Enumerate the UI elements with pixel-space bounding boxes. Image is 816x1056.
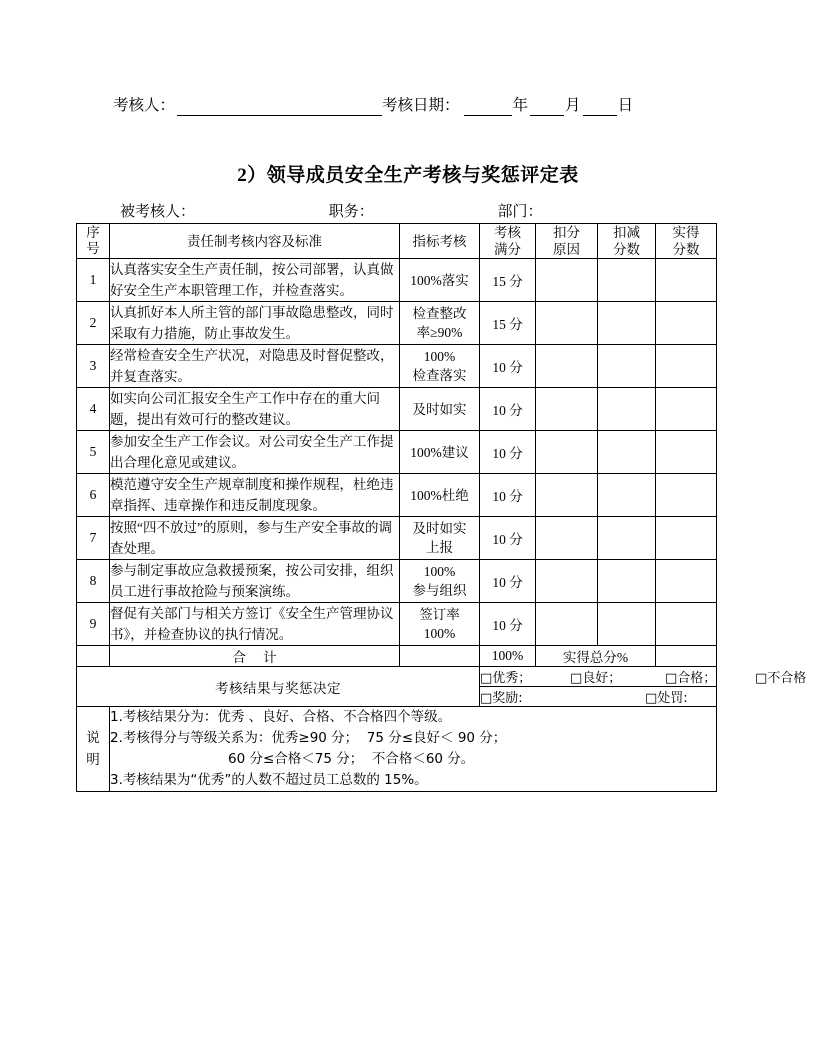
notes-row: [77, 707, 717, 792]
grade-option-fail[interactable]: □不合格: [755, 671, 807, 686]
form-header-line: [113, 96, 713, 116]
col-header-full-score: [480, 224, 536, 259]
row-deduct-reason-cell[interactable]: [536, 345, 598, 388]
table-row: [77, 431, 717, 474]
notes-label-line1: 说: [86, 730, 100, 746]
row-target: [400, 388, 480, 431]
total-row: [77, 646, 717, 667]
row-target-line: 100%: [423, 626, 456, 641]
total-full-score: 100%: [480, 646, 536, 667]
row-item-content: 督促有关部门与相关方签订《安全生产管理协议书》，并检查协议的执行情况。: [110, 603, 400, 646]
row-no: 8: [77, 560, 110, 603]
day-unit: 日: [617, 97, 634, 114]
row-full-score: 10 分: [480, 474, 536, 517]
row-target: [400, 431, 480, 474]
row-no: 4: [77, 388, 110, 431]
row-deduct-reason-cell[interactable]: [536, 259, 598, 302]
row-deducted-score-cell[interactable]: [598, 345, 656, 388]
assessment-date-label: 考核日期：: [382, 97, 460, 114]
grade-option-good[interactable]: □良好；: [570, 671, 622, 686]
row-deducted-score-cell[interactable]: [598, 603, 656, 646]
row-full-score: 10 分: [480, 517, 536, 560]
row-actual-score-cell[interactable]: [656, 603, 717, 646]
position-label: 职务：: [328, 204, 374, 220]
row-no: 2: [77, 302, 110, 345]
row-no: 7: [77, 517, 110, 560]
row-actual-score-cell[interactable]: [656, 474, 717, 517]
col-header-deducted-score: [598, 224, 656, 259]
row-target-line: 检查整改: [412, 306, 467, 321]
row-deducted-score-cell[interactable]: [598, 560, 656, 603]
row-full-score: 15 分: [480, 259, 536, 302]
reward-option[interactable]: □奖励:: [480, 691, 523, 706]
month-unit: 月: [565, 97, 581, 114]
row-actual-score-cell[interactable]: [656, 302, 717, 345]
row-actual-score-cell[interactable]: [656, 431, 717, 474]
penalty-option[interactable]: □处罚:: [645, 691, 688, 706]
col-header-deduct-reason: [536, 224, 598, 259]
row-target-line: 100%: [423, 349, 456, 364]
row-target-line: 率≥90%: [416, 325, 463, 340]
col-header-reason-line2: 原因: [553, 242, 580, 257]
col-header-no-line1: 序: [86, 225, 100, 240]
col-header-deduct-line2: 分数: [613, 242, 640, 257]
total-actual-score-label: 实得总分%: [536, 646, 656, 667]
row-target: [400, 474, 480, 517]
row-deduct-reason-cell[interactable]: [536, 302, 598, 345]
col-header-full-line2: 满分: [494, 242, 521, 257]
total-target-cell: [400, 646, 480, 667]
col-header-actual-line1: 实得: [672, 225, 700, 240]
assessee-label: 被考核人：: [120, 204, 196, 220]
row-deduct-reason-cell[interactable]: [536, 431, 598, 474]
col-header-full-line1: 考核: [494, 225, 521, 240]
subject-info-row: [120, 200, 720, 221]
page-title: 2）领导成员安全生产考核与奖惩评定表: [237, 165, 579, 186]
col-header-target: 指标考核: [400, 224, 480, 259]
table-row: [77, 517, 717, 560]
row-actual-score-cell[interactable]: [656, 259, 717, 302]
row-deduct-reason-cell[interactable]: [536, 517, 598, 560]
row-item-content: 认真抓好本人所主管的部门事故隐患整改，同时采取有力措施，防止事故发生。: [110, 302, 400, 345]
row-target: [400, 345, 480, 388]
row-actual-score-cell[interactable]: [656, 560, 717, 603]
row-no: 6: [77, 474, 110, 517]
notes-line: 1.考核结果分为：优秀 、良好、合格、不合格四个等级。: [110, 709, 452, 725]
row-full-score: 15 分: [480, 302, 536, 345]
row-target: [400, 259, 480, 302]
total-actual-score-cell[interactable]: [656, 646, 717, 667]
row-deducted-score-cell[interactable]: [598, 259, 656, 302]
row-deduct-reason-cell[interactable]: [536, 388, 598, 431]
row-target-line: 100%: [423, 564, 456, 579]
notes-line: 3.考核结果为“优秀”的人数不超过员工总数的 15%。: [110, 772, 428, 788]
row-full-score: 10 分: [480, 560, 536, 603]
notes-line: 2.考核得分与等级关系为：优秀≥90 分； 75 分≤良好＜ 90 分；: [110, 730, 507, 746]
row-item-content: 参加安全生产工作会议。对公司安全生产工作提出合理化意见或建议。: [110, 431, 400, 474]
department-label: 部门：: [497, 204, 543, 220]
row-full-score: 10 分: [480, 431, 536, 474]
row-full-score: 10 分: [480, 603, 536, 646]
table-row: [77, 259, 717, 302]
row-no: 5: [77, 431, 110, 474]
row-no: 3: [77, 345, 110, 388]
row-item-content: 参与制定事故应急救援预案，按公司安排，组织员工进行事故抢险与预案演练。: [110, 560, 400, 603]
row-target: [400, 560, 480, 603]
assessment-table: [76, 223, 807, 792]
row-actual-score-cell[interactable]: [656, 345, 717, 388]
table-row: [77, 388, 717, 431]
row-actual-score-cell[interactable]: [656, 517, 717, 560]
row-item-content: 经常检查安全生产状况，对隐患及时督促整改，并复查落实。: [110, 345, 400, 388]
table-header-row: [77, 224, 717, 259]
col-header-no: [77, 224, 110, 259]
row-full-score: 10 分: [480, 388, 536, 431]
row-target-line: 100%建议: [410, 444, 469, 460]
row-target-line: 签订率: [419, 607, 460, 622]
notes-label-line2: 明: [86, 752, 100, 768]
row-deduct-reason-cell[interactable]: [536, 474, 598, 517]
day-input-rule[interactable]: [583, 101, 617, 116]
grade-option-excellent[interactable]: □优秀；: [480, 671, 532, 686]
row-target-line: 及时如实: [412, 521, 467, 536]
row-target: [400, 517, 480, 560]
result-section-label: 考核结果与奖惩决定: [77, 667, 480, 707]
total-row-no-cell: [77, 646, 110, 667]
row-deducted-score-cell[interactable]: [598, 388, 656, 431]
table-row: [77, 345, 717, 388]
row-target-line: 上报: [426, 540, 453, 555]
grade-option-pass[interactable]: □合格；: [665, 671, 717, 686]
table-row: [77, 560, 717, 603]
col-header-actual-score: [656, 224, 717, 259]
total-label: 合 计: [110, 646, 400, 667]
row-deducted-score-cell[interactable]: [598, 517, 656, 560]
col-header-no-line2: 号: [86, 241, 100, 256]
col-header-deduct-line1: 扣减: [613, 225, 640, 240]
notes-body: [110, 707, 717, 792]
result-grades-row: [77, 667, 717, 687]
row-deduct-reason-cell[interactable]: [536, 603, 598, 646]
row-item-content: 按照“四不放过”的原则，参与生产安全事故的调查处理。: [110, 517, 400, 560]
notes-line: 60 分≤合格＜75 分； 不合格＜60 分。: [228, 751, 475, 767]
row-deducted-score-cell[interactable]: [598, 302, 656, 345]
table-row: [77, 603, 717, 646]
row-target: [400, 603, 480, 646]
row-target-line: 及时如实: [412, 401, 467, 417]
row-deducted-score-cell[interactable]: [598, 431, 656, 474]
row-full-score: 10 分: [480, 345, 536, 388]
col-header-reason-line1: 扣分: [553, 225, 580, 240]
row-item-content: 模范遵守安全生产规章制度和操作规程，杜绝违章指挥、违章操作和违反制度现象。: [110, 474, 400, 517]
row-no: 1: [77, 259, 110, 302]
col-header-actual-line2: 分数: [672, 242, 700, 257]
assessor-input-rule[interactable]: [177, 101, 382, 116]
row-no: 9: [77, 603, 110, 646]
row-target-line: 参与组织: [412, 583, 467, 598]
row-target-line: 100%杜绝: [410, 487, 469, 503]
row-item-content: 如实向公司汇报安全生产工作中存在的重大问题，提出有效可行的整改建议。: [110, 388, 400, 431]
year-input-rule[interactable]: [464, 101, 512, 116]
reward-options[interactable]: [480, 687, 717, 707]
row-target-line: 100%落实: [410, 272, 469, 288]
row-deducted-score-cell[interactable]: [598, 474, 656, 517]
row-target-line: 检查落实: [412, 368, 467, 383]
assessor-label: 考核人：: [113, 97, 176, 114]
year-unit: 年: [512, 97, 529, 114]
month-input-rule[interactable]: [530, 101, 564, 116]
grade-options[interactable]: [480, 667, 807, 687]
row-actual-score-cell[interactable]: [656, 388, 717, 431]
row-item-content: 认真落实安全生产责任制，按公司部署，认真做好安全生产本职管理工作，并检查落实。: [110, 259, 400, 302]
table-row: [77, 474, 717, 517]
row-deduct-reason-cell[interactable]: [536, 560, 598, 603]
table-row: [77, 302, 717, 345]
col-header-item: 责任制考核内容及标准: [110, 224, 400, 259]
notes-label: [77, 707, 110, 792]
row-target: [400, 302, 480, 345]
